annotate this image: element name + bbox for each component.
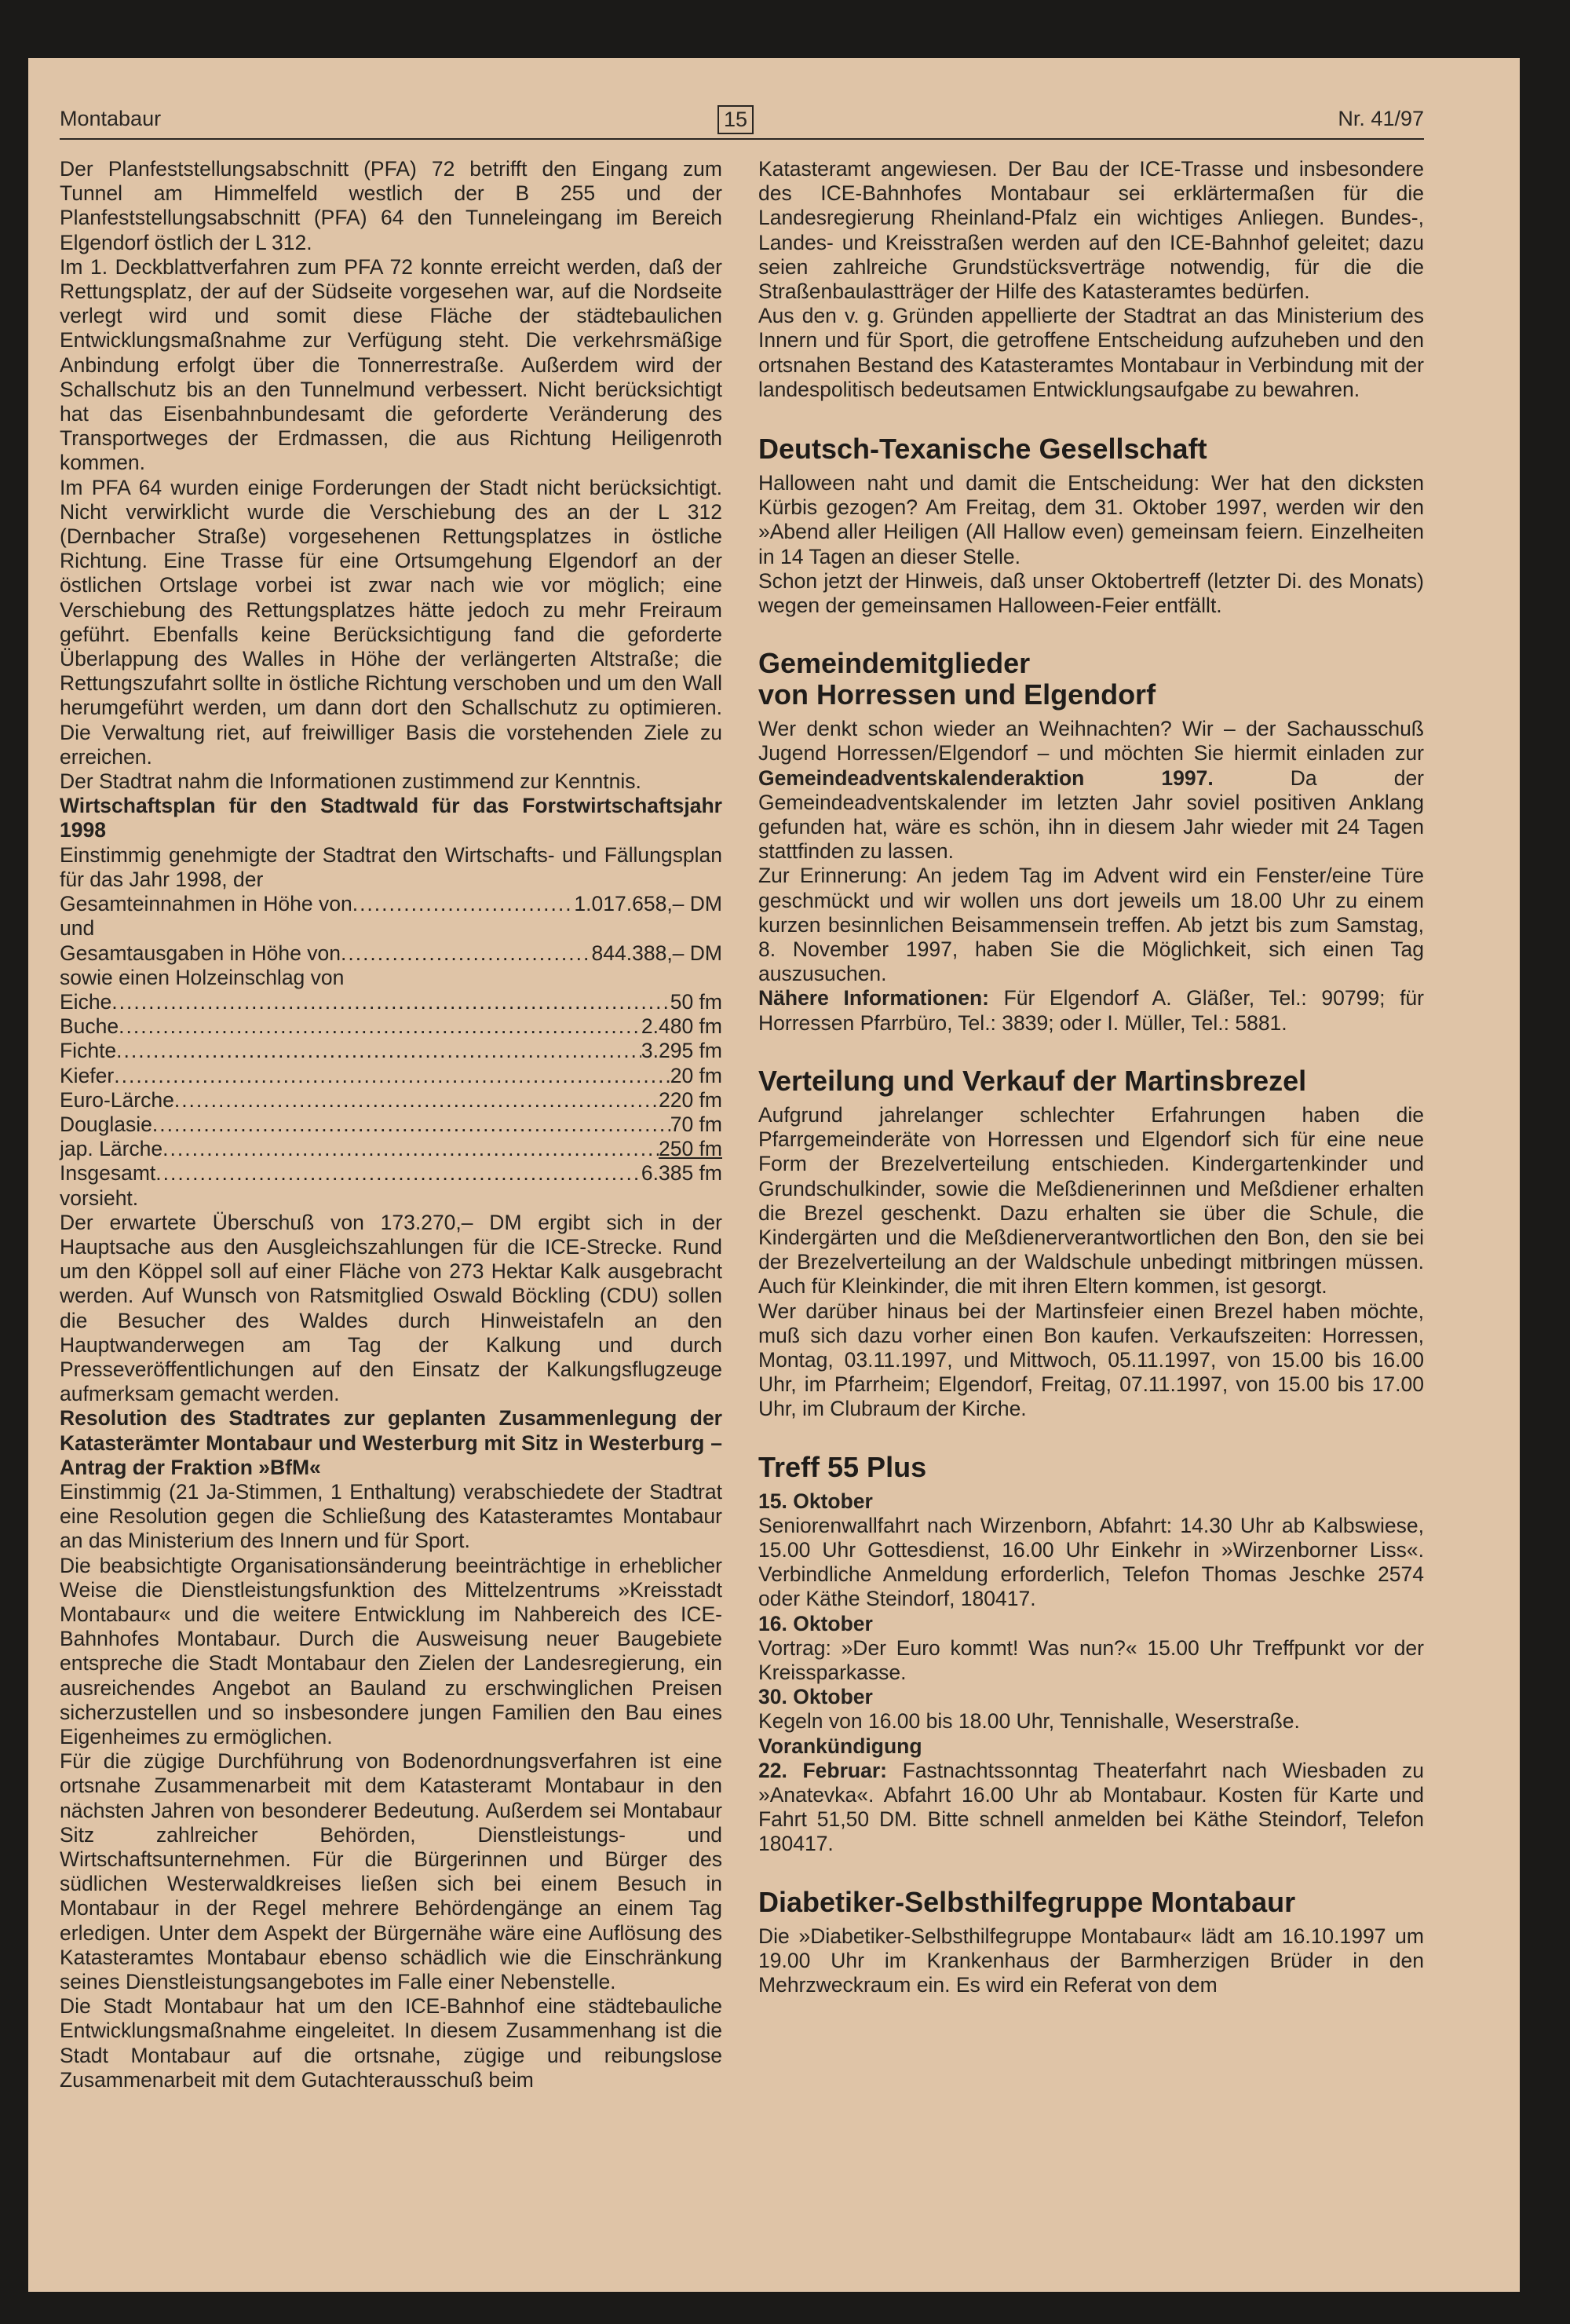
heading-line: Gemeindemitglieder [758,647,1031,680]
text-run: Für Elgendorf A. Gläßer, Tel.: 90799; für Horressen Pfarrbüro, Tel.: 3839; oder I. Müller, Tel.: 5881. [758,986,1424,1035]
header-town: Montabaur [60,107,162,130]
paragraph [758,986,1424,1035]
page-number: 15 [717,105,754,134]
holz-value: 50 fm [670,989,722,1014]
paragraph: Schon jetzt der Hinweis, daß unser Oktobertreff (letzter Di. des Monats) wegen der gemeinsamen Halloween-Feier entfällt. [758,568,1424,618]
holz-value: 20 fm [670,1063,722,1087]
holz-row [60,1137,722,1161]
paragraph: Kegeln von 16.00 bis 18.00 Uhr, Tennishalle, Weserstraße. [758,1709,1300,1734]
paragraph: Die Stadt Montabaur hat um den ICE-Bahnhof eine städtebauliche Entwicklungsmaßnahme eingeleitet. In diesem Zusammenhang ist die Stadt Montabaur auf die ortsnahe, zügige und reibungslose Zusammenarbeit mit dem Gutachterausschuß beim [60,1994,722,2092]
holz-row [60,1113,722,1137]
holz-value: 6.385 fm [641,1161,722,1186]
heading-martinsbrezel: Verteilung und Verkauf der Martinsbrezel [758,1064,1307,1097]
paragraph: Wer darüber hinaus bei der Martinsfeier einen Brezel haben möchte, muß sich dazu vorher einen Bon kaufen. Verkaufszeiten: Horressen, Montag, 03.11.1997, und Mittwoch, 05.11.1997, von 15.00 bis 16.00 Uhr, im Pfarrheim; Elgendorf, Freitag, 07.11.1997, von 15.00 bis 17.00 Uhr, im Clubraum der Kirche. [758,1299,1424,1421]
paragraph: Aus den v. g. Gründen appellierte der Stadtrat an das Ministerium des Innern und für Sport, die getroffene Entscheidung aufzuheben und den ortsnahen Bestand des Katasteramtes Montabaur in Verbindung mit der landespolitisch bedeutsamen Entwicklungsaufgabe zu bewahren. [758,304,1424,401]
heading-diabetiker: Diabetiker-Selbsthilfegruppe Montabaur [758,1885,1296,1918]
dot-leader [152,1113,670,1137]
holz-value: 3.295 fm [641,1039,722,1063]
holz-row [60,1014,722,1039]
bold-run: 22. Februar: [758,1758,887,1782]
dot-leader [155,1161,641,1186]
paragraph: Der Stadtrat nahm die Informationen zustimmend zur Kenntnis. [60,769,641,794]
holz-value: 70 fm [670,1112,722,1136]
bold-run: Nähere Informationen: [758,986,989,1010]
holz-row [60,1088,722,1113]
dot-leader [162,1137,659,1161]
paragraph: und [60,916,95,941]
einnahmen-row [60,892,722,916]
holz-label: Eiche [60,989,112,1014]
paragraph: Die beabsichtigte Organisationsänderung beeinträchtige in erheblicher Weise die Dienstleistungsfunktion des Mittelzentrums »Kreisstadt Montabaur« und die weitere Entwicklung im Nahbereich des ICE-Bahnhofes Montabaur. Durch die Ausweisung neuer Baugebiete entspreche die Stadt Montabaur den Zielen der Landesregierung, ein ausreichendes Angebot an Bauland zu erschwinglichen Preisen sicherzustellen und so insbesondere jungen Familien den Bau eines Eigenheimes zu ermöglichen. [60,1553,722,1748]
heading-treff-55-plus: Treff 55 Plus [758,1450,927,1483]
page-header [60,105,1424,138]
ausgaben-row [60,941,722,966]
holz-label: jap. Lärche [60,1137,163,1161]
holz-row [60,990,722,1014]
paragraph: Die »Diabetiker-Selbsthilfegruppe Montabaur« lädt am 16.10.1997 um 19.00 Uhr im Krankenhaus der Barmherzigen Brüder in den Mehrzweckraum ein. Es wird ein Referat von dem [758,1924,1424,1997]
holz-label: Kiefer [60,1063,115,1087]
einnahmen-label: Gesamteinnahmen in Höhe von [60,892,352,916]
holz-value: 250 fm [658,1137,722,1161]
paragraph: Für die zügige Durchführung von Bodenordnungsverfahren ist eine ortsnahe Zusammenarbeit mit dem Katasteramt Montabaur in den nächsten Jahren von besonderer Bedeutung. Außerdem sei Montabaur Sitz zahlreicher Behörden, Dienstleistungs- und Wirtschaftsunternehmen. Für die Bürgerinnen und Bürger des südlichen Westerwaldkreises ließen sich bei einem Besuch in Montabaur in der Regel mehrere Behördengänge an einem Tag erledigen. Unter dem Aspekt der Bürgernähe wäre eine Auflösung des Katasteramtes Montabaur ebenso schädlich wie die Einschränkung seines Dienstleistungsangebotes im Falle einer Nebenstelle. [60,1749,722,1994]
holz-row [60,1039,722,1063]
right-column [758,157,1424,1997]
holz-label: Insgesamt [60,1161,156,1186]
paragraph: Im PFA 64 wurden einige Forderungen der Stadt nicht berücksichtigt. Nicht verwirklicht wurde die Verschiebung des an der L 312 (Dernbacher Straße) vorgesehenen Rettungsplatzes in östliche Richtung. Eine Trasse für eine Ortsumgehung Elgendorf an der östlichen Ortslage vorbei ist zwar nach wie vor möglich; eine Verschiebung des Rettungsplatzes hätte jedoch zu mehr Freiraum geführt. Ebenfalls keine Berücksichtigung fand die geforderte Überlappung des Walles in Höhe der verlängerten Altstraße; die Rettungszufahrt sollte in östliche Richtung verschoben und um den Wall herumgeführt werden, um dann dort den Schallschutz zu optimieren. Die Verwaltung riet, auf freiwilliger Basis die vorstehenden Ziele zu erreichen. [60,475,722,769]
paragraph: Einstimmig genehmigte der Stadtrat den Wirtschafts- und Fällungsplan für das Jahr 1998, der [60,842,722,891]
event-date: 16. Oktober [758,1611,873,1635]
dot-leader [116,1039,641,1063]
holz-label: Douglasie [60,1112,152,1136]
holz-label: Euro-Lärche [60,1087,174,1112]
dot-leader [341,941,592,966]
holz-label: Buche [60,1014,119,1039]
left-column [60,157,722,2092]
event-subheading: Vorankündigung [758,1734,922,1758]
paragraph [758,1759,1424,1857]
dot-leader [111,990,670,1014]
event-date: 30. Oktober [758,1685,873,1709]
dot-leader [119,1014,641,1039]
heading-deutsch-texanische: Deutsch-Texanische Gesellschaft [758,433,1207,466]
dot-leader [114,1064,670,1088]
ausgaben-label: Gesamtausgaben in Höhe von [60,941,341,965]
paragraph: Zur Erinnerung: An jedem Tag im Advent wird ein Fenster/eine Türe geschmückt und wir wollen uns dort jeweils um 18.00 Uhr zu einem kurzen besinnlichen Beisammensein treffen. Ab jetzt bis zum Samstag, 8. November 1997, haben Sie die Möglichkeit, sich einen Tag auszusuchen. [758,864,1424,986]
paragraph: Im 1. Deckblattverfahren zum PFA 72 konnte erreicht werden, daß der Rettungsplatz, der auf der Südseite vorgesehen war, auf die Nordseite verlegt wird und somit diese Fläche der städtebaulichen Entwicklungsmaßnahme zur Verfügung steht. Die verkehrsmäßige Anbindung erfolgt über die Tonnerrestraße. Außerdem wird der Schallschutz bis an den Tunnelmund verbessert. Nicht berücksichtigt hat das Eisenbahnbundesamt die geforderte Veränderung des Transportweges der Erdmassen, die aus Richtung Heiligenroth kommen. [60,254,722,475]
paragraph [758,717,1424,864]
text-run: Wer denkt schon wieder an Weihnachten? Wir – der Sachausschuß Jugend Horressen/Elgendorf – und möchten Sie hiermit einladen zur [758,717,1424,766]
paragraph: Der Planfeststellungsabschnitt (PFA) 72 betrifft den Eingang zum Tunnel am Himmelfeld westlich der B 255 und der Planfeststellungsabschnitt (PFA) 64 den Tunneleingang im Bereich Elgendorf östlich der L 312. [60,157,722,254]
paragraph: Aufgrund jahrelanger schlechter Erfahrungen haben die Pfarrgemeinderäte von Horressen und Elgendorf sich für eine neue Form der Brezelverteilung entschieden. Kindergartenkinder und Grundschulkinder, sowie die Meßdienerinnen und Meßdiener erhalten die Brezel geschenkt. Dazu erhalten sie über die Schule, die Kindergärten und die Meßdienerverantwortlichen den Bon, den sie bei der Brezelverteilung an der Waldschule unbedingt mitbringen müssen. Auch für Kleinkinder, die mit ihren Eltern kommen, ist gesorgt. [758,1102,1424,1299]
holz-label: Fichte [60,1039,117,1063]
subheading-forst: Wirtschaftsplan für den Stadtwald für das Forstwirtschaftsjahr 1998 [60,794,722,842]
text-run: Fastnachtssonntag Theaterfahrt nach Wiesbaden zu »Anatevka«. Abfahrt 16.00 Uhr ab Montabaur. Kosten für Karte und Fahrt 51,50 DM. Bitte schnell anmelden bei Käthe Steindorf, Telefon 180417. [758,1758,1424,1856]
paragraph: Katasteramt angewiesen. Der Bau der ICE-Trasse und insbesondere des ICE-Bahnhofes Montabaur sei erklärtermaßen für die Landesregierung Rheinland-Pfalz ein wichtiges Anliegen. Bundes-, Landes- und Kreisstraßen werden auf den ICE-Bahnhof geleitet; dazu seien zahlreiche Grundstücksverträge notwendig, für die die Straßenbaulastträger der Hilfe des Katasteramtes bedürfen. [758,157,1424,304]
holz-value: 2.480 fm [641,1014,722,1039]
text-run: Da der Gemeindeadventskalender im letzten Jahr soviel positiven Anklang gefunden hat, wäre es schön, ihn in diesem Jahr wieder mit 24 Tagen stattfinden zu lassen. [758,766,1425,864]
holz-value: 220 fm [658,1087,722,1112]
einnahmen-value: 1.017.658,– DM [574,892,722,916]
issue-number: Nr. 41/97 [1338,107,1424,130]
paragraph: Halloween naht und damit die Entscheidung: Wer hat den dicksten Kürbis gezogen? Am Freitag, dem 31. Oktober 1997, werden wir den »Abend aller Heiligen (All Hallow even) gemeinsam feiern. Einzelheiten in 14 Tagen an dieser Stelle. [758,471,1424,568]
paragraph: sowie einen Holzeinschlag von [60,965,345,989]
holz-row [60,1064,722,1088]
heading-gemeindemitglieder [758,648,1424,711]
bold-run: Gemeindeadventskalenderaktion 1997. [758,766,1214,790]
paragraph: Einstimmig (21 Ja-Stimmen, 1 Enthaltung) verabschiedete der Stadtrat eine Resolution gegen die Schließung des Katasteramtes Montabaur an das Ministerium des Innern und für Sport. [60,1479,722,1553]
ausgaben-value: 844.388,– DM [591,941,722,965]
header-rule [60,138,1424,140]
event-date: 15. Oktober [758,1489,873,1513]
paragraph: Seniorenwallfahrt nach Wirzenborn, Abfahrt: 14.30 Uhr ab Kalbswiese, 15.00 Uhr Gottesdienst, 16.00 Uhr Einkehr in »Wirzenborner Liss«. Verbindliche Anmeldung erforderlich, Telefon Thomas Jeschke 2574 oder Käthe Steindorf, 180417. [758,1513,1424,1611]
dot-leader [352,892,575,916]
holz-total-row [60,1161,722,1186]
dot-leader [174,1088,659,1113]
paragraph: vorsieht. [60,1186,139,1210]
subheading-resolution: Resolution des Stadtrates zur geplanten Zusammenlegung der Katasterämter Montabaur und Westerburg mit Sitz in Westerburg – Antrag der Fraktion »BfM« [60,1406,722,1479]
paragraph: Der erwartete Überschuß von 173.270,– DM ergibt sich in der Hauptsache aus den Ausgleichszahlungen für die ICE-Strecke. Rund um den Köppel soll auf einer Fläche von 273 Hektar Kalk ausgebracht werden. Auf Wunsch von Ratsmitglied Oswald Böckling (CDU) sollen die Besucher des Waldes durch Hinweistafeln an den Hauptwanderwegen am Tag der Kalkung und durch Presseveröffentlichungen auf den Einsatz der Kalkungsflugzeuge aufmerksam gemacht werden. [60,1210,722,1406]
paragraph: Vortrag: »Der Euro kommt! Was nun?« 15.00 Uhr Treffpunkt vor der Kreissparkasse. [758,1635,1424,1684]
heading-line: von Horressen und Elgendorf [758,678,1156,711]
